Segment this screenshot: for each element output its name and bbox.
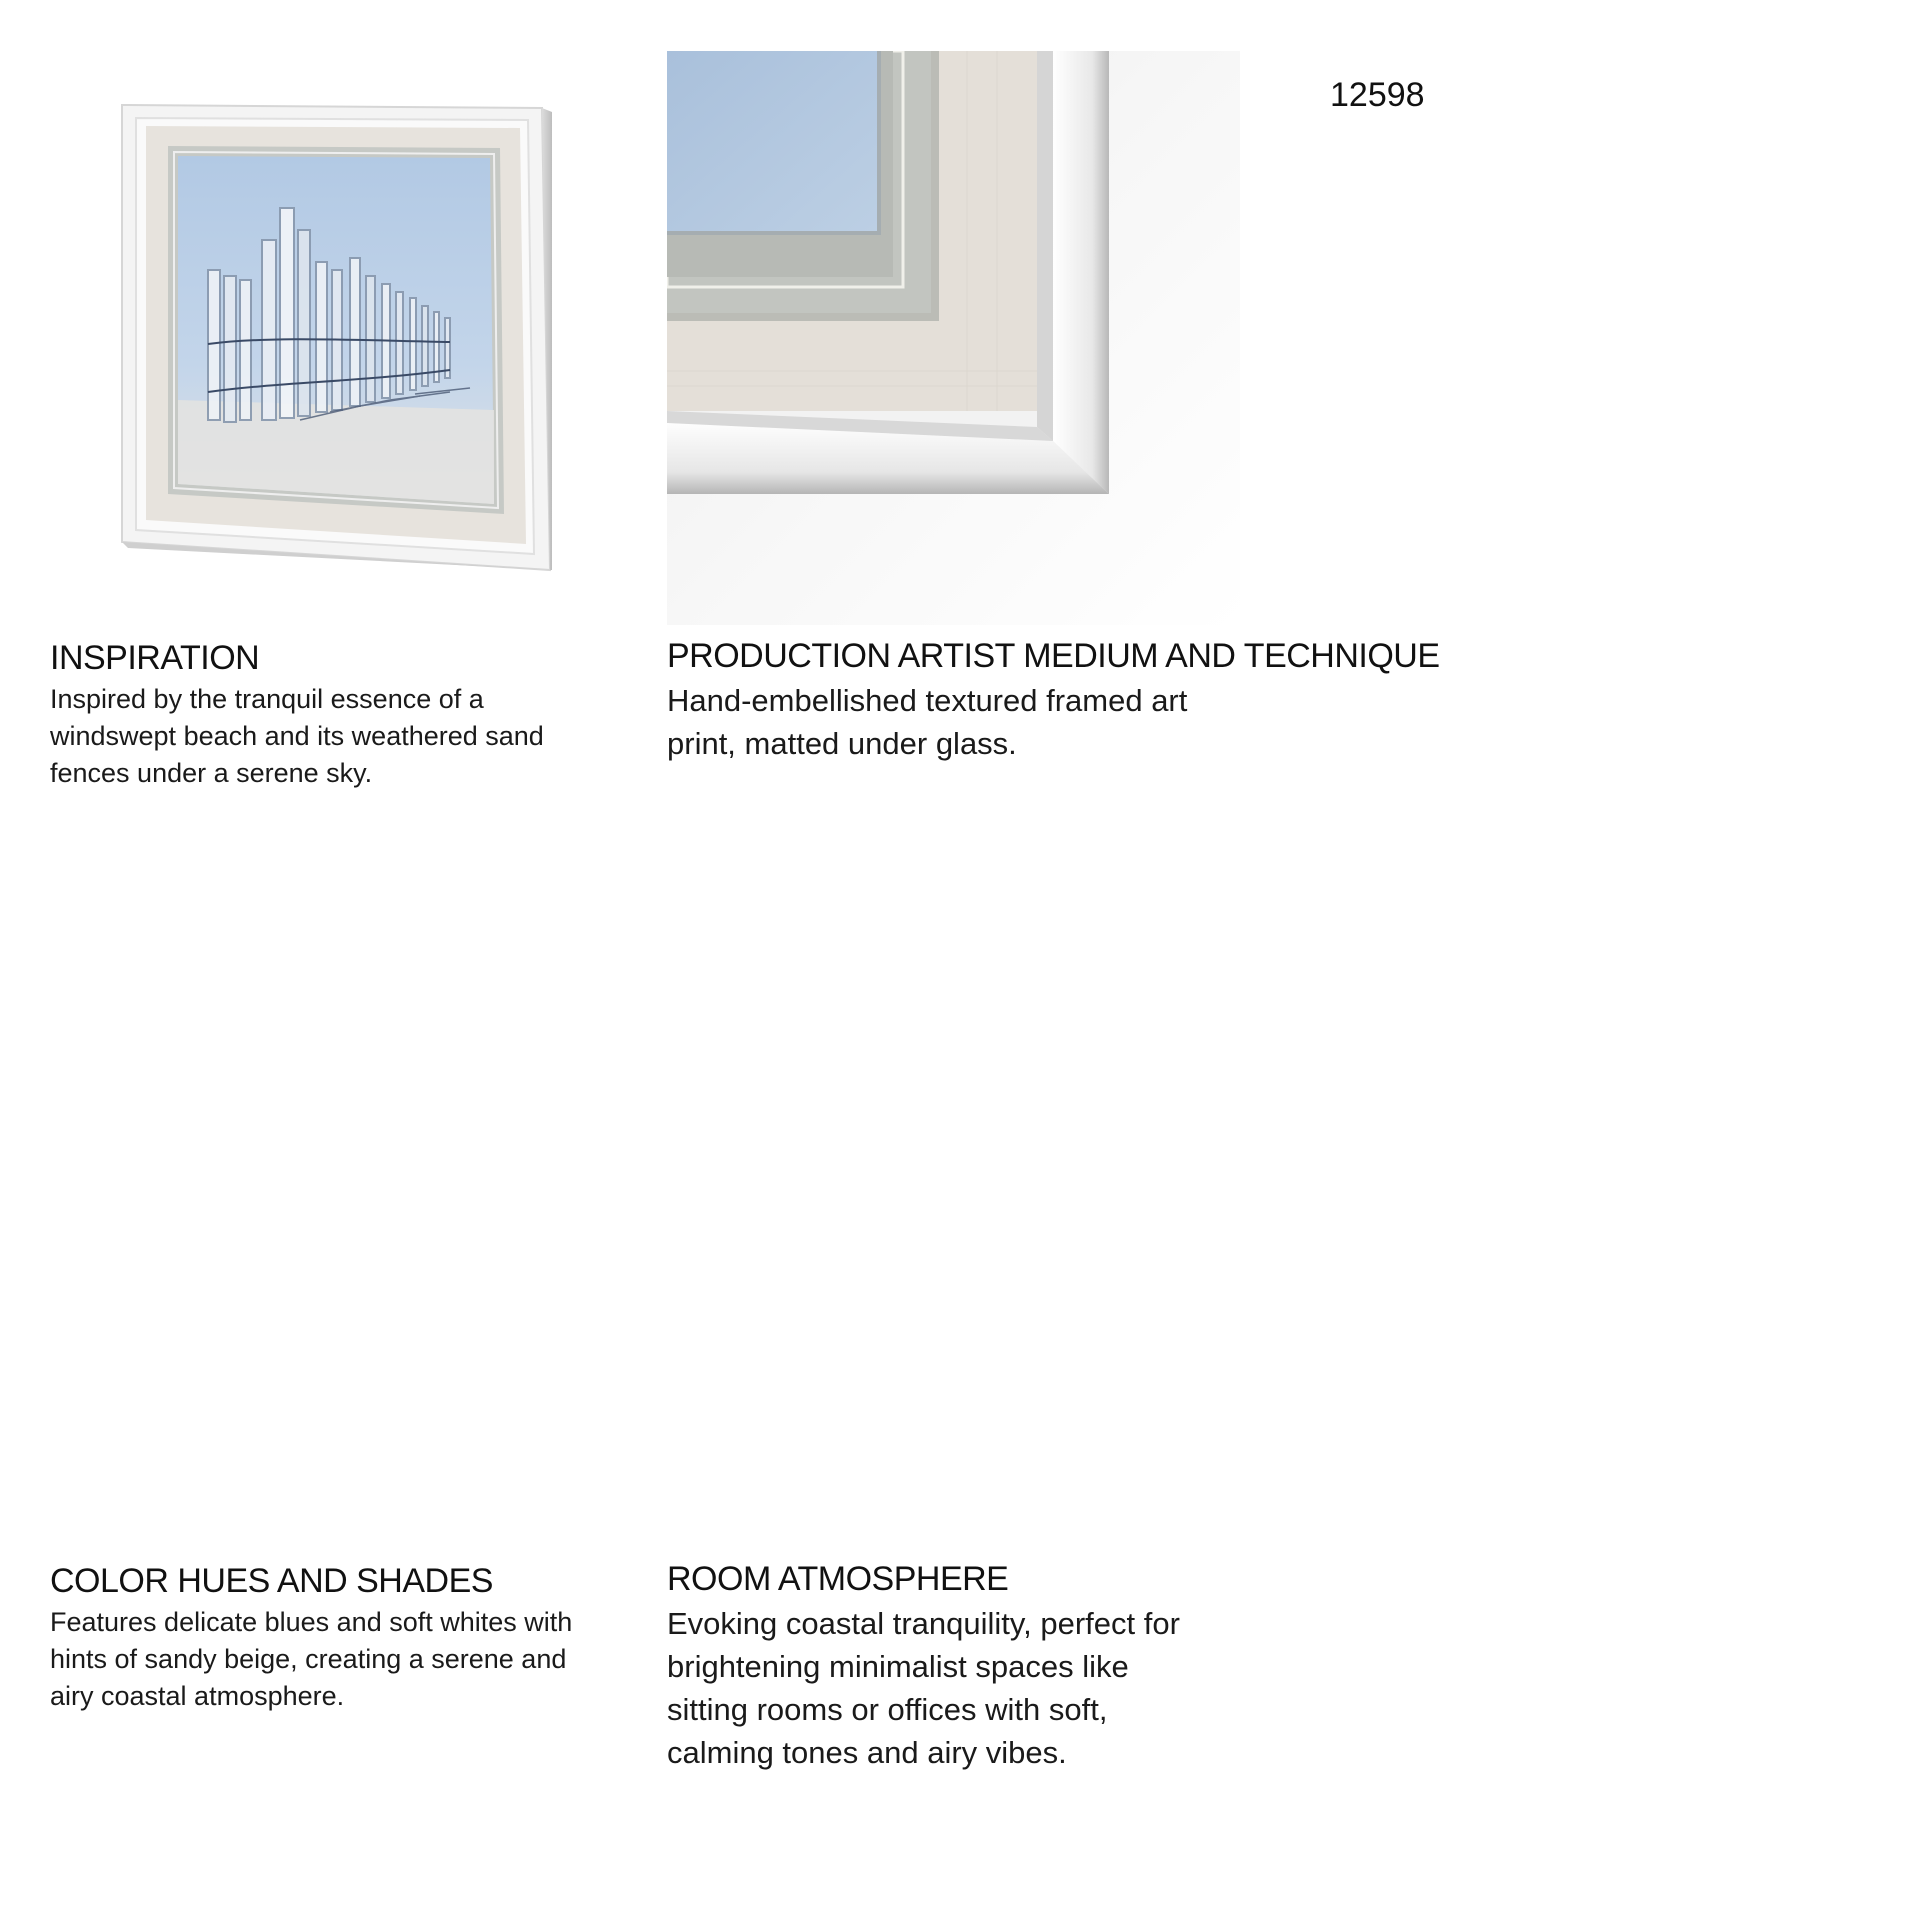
- section-inspiration: [50, 640, 650, 792]
- text-line: print, matted under glass.: [667, 726, 1017, 762]
- framed-art-icon: [120, 100, 560, 575]
- section-title: ROOM ATMOSPHERE: [667, 1560, 1009, 1598]
- text-line: calming tones and airy vibes.: [667, 1735, 1067, 1771]
- text-line: fences under a serene sky.: [50, 758, 373, 789]
- section-color-hues: [50, 1563, 670, 1715]
- text-line: brightening minimalist spaces like: [667, 1649, 1129, 1685]
- text-line: Inspired by the tranquil essence of a: [50, 684, 484, 715]
- section-title: COLOR HUES AND SHADES: [50, 1562, 493, 1600]
- section-production: [667, 638, 1567, 765]
- text-line: windswept beach and its weathered sand: [50, 721, 544, 752]
- section-title: PRODUCTION ARTIST MEDIUM AND TECHNIQUE: [667, 637, 1440, 675]
- section-body: [667, 1602, 1367, 1774]
- text-line: Evoking coastal tranquility, perfect for: [667, 1606, 1180, 1642]
- text-line: sitting rooms or offices with soft,: [667, 1692, 1108, 1728]
- text-line: Hand-embellished textured framed art: [667, 683, 1188, 719]
- product-sku: 12598: [1330, 76, 1425, 114]
- section-room-atmosphere: [667, 1561, 1367, 1774]
- text-line: hints of sandy beige, creating a serene and: [50, 1644, 567, 1675]
- section-body: [50, 681, 650, 792]
- text-line: Features delicate blues and soft whites with: [50, 1607, 573, 1638]
- text-line: airy coastal atmosphere.: [50, 1681, 345, 1712]
- section-body: [667, 679, 1567, 765]
- framed-art-image: [120, 100, 560, 575]
- frame-corner-icon: [667, 51, 1240, 625]
- section-body: [50, 1604, 670, 1715]
- section-title: INSPIRATION: [50, 639, 260, 677]
- frame-corner-detail-image: [667, 51, 1240, 625]
